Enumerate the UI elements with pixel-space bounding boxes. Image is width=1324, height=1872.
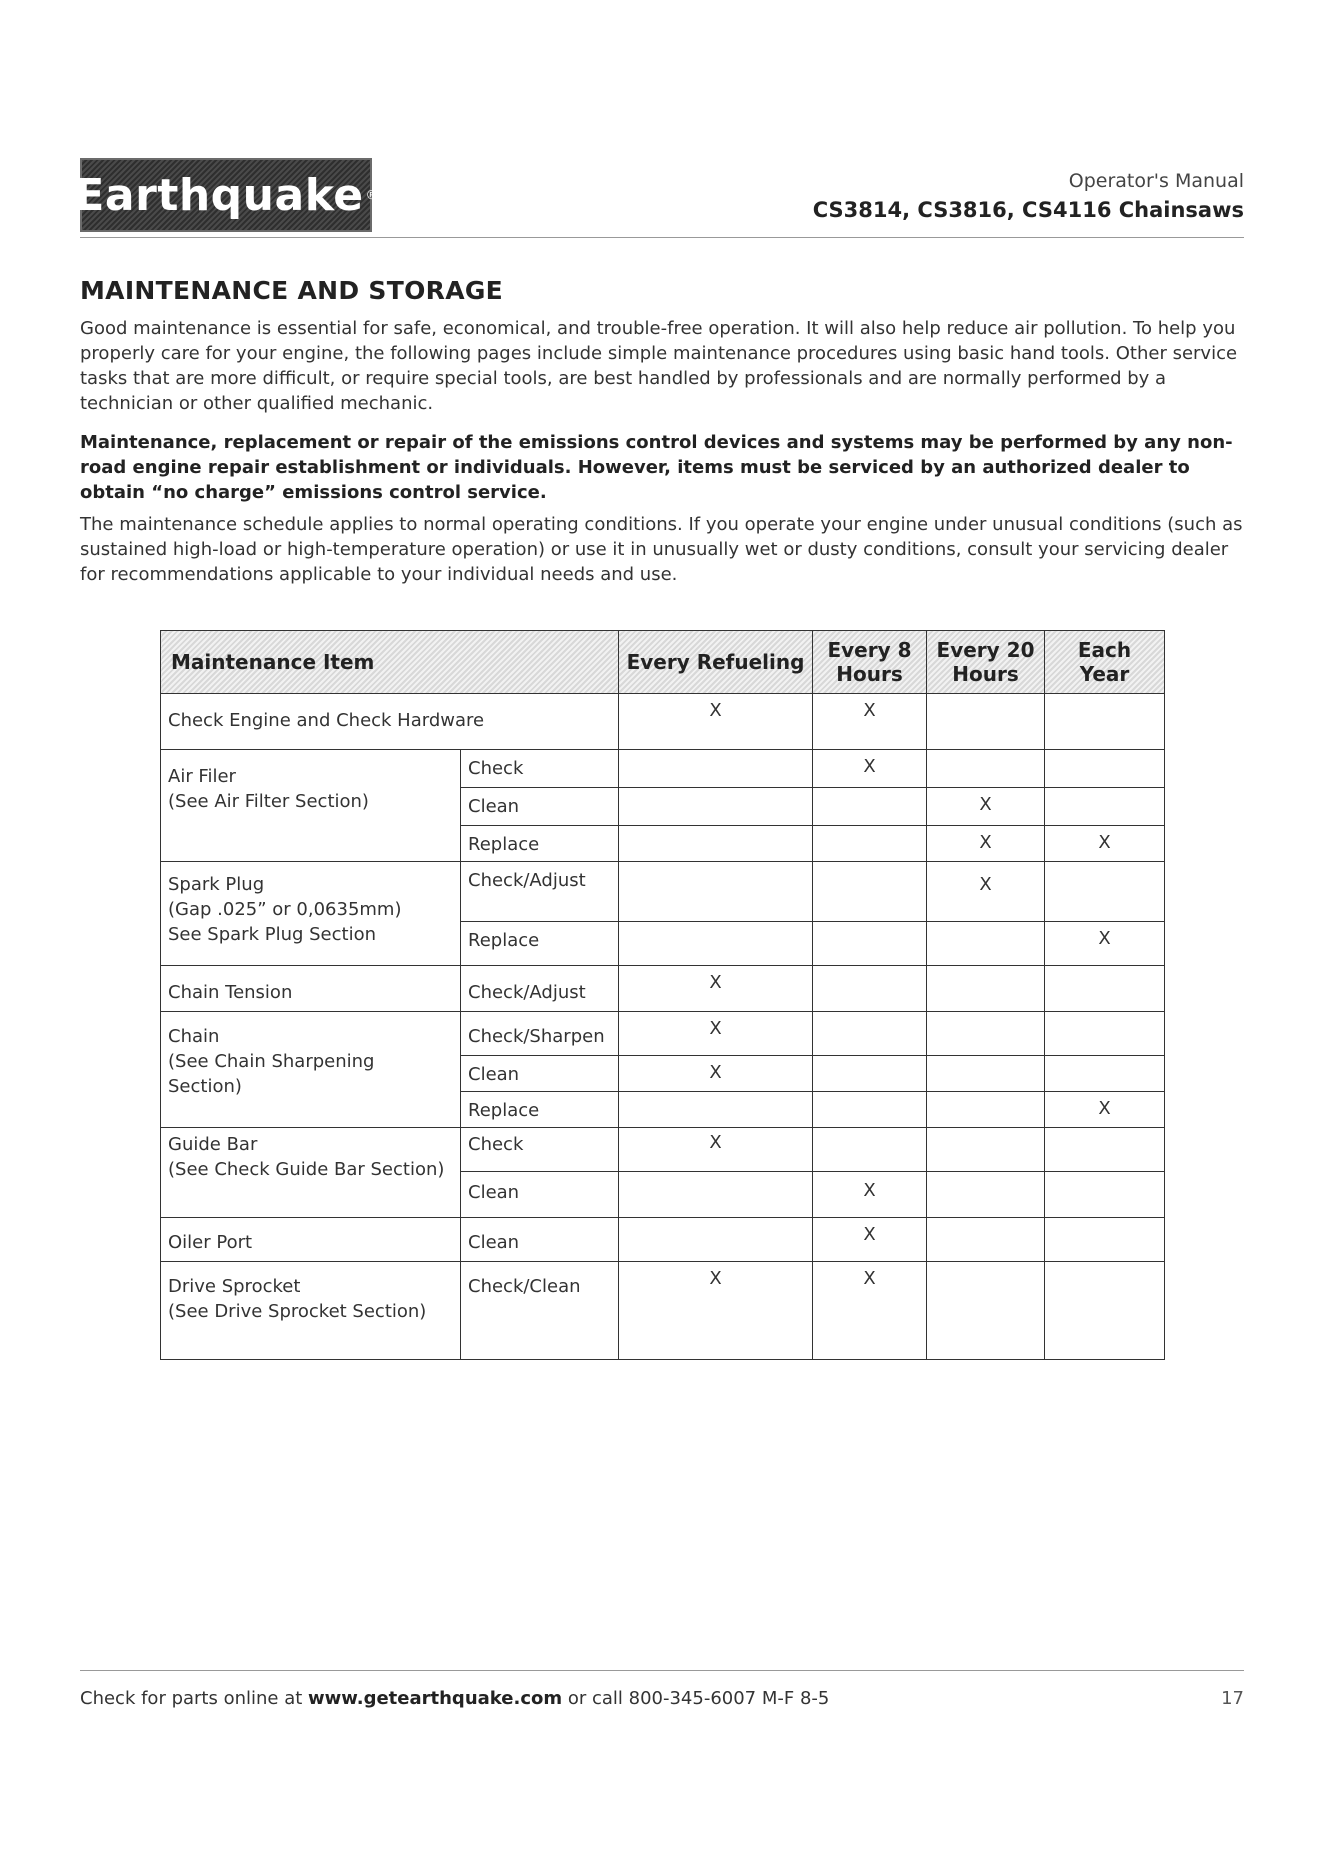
empty-cell [1045,694,1165,750]
empty-cell [1045,1262,1165,1360]
empty-cell [813,1056,927,1092]
table-row [161,694,1165,750]
mark-cell: X [813,694,927,750]
logo-text: Earthquake [74,169,364,221]
task-cell: Clean [461,1056,619,1092]
mark-cell: X [619,1056,813,1092]
empty-cell [619,826,813,862]
page-number: 17 [1221,1688,1244,1709]
task-cell: Check [461,1128,619,1172]
task-cell: Check/Sharpen [461,1012,619,1056]
mark-cell: X [927,788,1045,826]
empty-cell [1045,862,1165,922]
header-every-refueling: Every Refueling [619,631,813,694]
empty-cell [619,862,813,922]
empty-cell [813,966,927,1012]
task-cell: Clean [461,1172,619,1218]
maintenance-schedule-table [160,630,1164,1360]
empty-cell [927,1128,1045,1172]
table-row [161,1262,1165,1360]
task-cell: Check/Adjust [461,862,619,922]
schedule-paragraph: The maintenance schedule applies to normal operating conditions. If you operate your engine under unusual conditions (such as sustained high-load or high-temperature operation) or use it in unusually wet or dusty conditions, consult your servicing dealer for recommendations applicable to your individual needs and use. [80,514,1243,585]
empty-cell [1045,1128,1165,1172]
empty-cell [813,922,927,966]
earthquake-logo [74,158,378,232]
emissions-notice: Maintenance, replacement or repair of the emissions control devices and systems may be performed by any non-road engine repair establishment or individuals. However, items must be serviced by an authorized dealer to obtain “no charge” emissions control service. [80,432,1233,503]
empty-cell [813,788,927,826]
table-row [161,750,1165,788]
item-cell: Oiler Port [161,1218,461,1262]
empty-cell [619,788,813,826]
item-cell: Guide Bar (See Check Guide Bar Section) [161,1128,461,1218]
table-row [161,1012,1165,1056]
task-cell: Clean [461,788,619,826]
empty-cell [927,966,1045,1012]
empty-cell [813,1012,927,1056]
empty-cell [927,1056,1045,1092]
mark-cell: X [927,826,1045,862]
section-title: MAINTENANCE AND STORAGE [80,276,504,305]
manual-title: CS3814, CS3816, CS4116 Chainsaws [812,198,1244,222]
empty-cell [927,1262,1045,1360]
item-cell: Chain Tension [161,966,461,1012]
item-cell: Drive Sprocket (See Drive Sprocket Section) [161,1262,461,1360]
manual-subtitle: Operator's Manual [1068,170,1244,192]
mark-cell: X [619,1262,813,1360]
header-each-year: Each Year [1045,631,1165,694]
item-cell: Check Engine and Check Hardware [161,694,619,750]
mark-cell: X [813,750,927,788]
mark-cell: X [1045,826,1165,862]
task-cell: Check/Adjust [461,966,619,1012]
task-cell: Replace [461,826,619,862]
table-row [161,1128,1165,1172]
empty-cell [813,826,927,862]
task-cell: Check/Clean [461,1262,619,1360]
empty-cell [927,1092,1045,1128]
empty-cell [927,1218,1045,1262]
empty-cell [927,1012,1045,1056]
website-link[interactable]: www.getearthquake.com [308,1688,563,1709]
mark-cell: X [1045,1092,1165,1128]
empty-cell [619,922,813,966]
mark-cell: X [619,1012,813,1056]
empty-cell [1045,966,1165,1012]
empty-cell [619,750,813,788]
header-info [813,170,1244,222]
empty-cell [927,694,1045,750]
mark-cell: X [1045,922,1165,966]
empty-cell [619,1092,813,1128]
empty-cell [927,922,1045,966]
empty-cell [1045,788,1165,826]
task-cell: Replace [461,1092,619,1128]
table-header-row [161,631,1165,694]
empty-cell [927,1172,1045,1218]
task-cell: Check [461,750,619,788]
empty-cell [1045,750,1165,788]
empty-cell [813,862,927,922]
header-every-20-hours: Every 20 Hours [927,631,1045,694]
empty-cell [1045,1172,1165,1218]
empty-cell [927,750,1045,788]
mark-cell: X [619,694,813,750]
mark-cell: X [813,1218,927,1262]
mark-cell: X [619,1128,813,1172]
mark-cell: X [619,966,813,1012]
mark-cell: X [813,1262,927,1360]
mark-cell: X [813,1172,927,1218]
header-maintenance-item: Maintenance Item [161,631,619,694]
task-cell: Replace [461,922,619,966]
table-row [161,966,1165,1012]
footer-divider [80,1670,1244,1671]
empty-cell [1045,1012,1165,1056]
empty-cell [813,1092,927,1128]
empty-cell [619,1172,813,1218]
header-divider [80,237,1244,238]
item-cell: Spark Plug (Gap .025” or 0,0635mm) See Spark Plug Section [161,862,461,966]
item-cell: Chain (See Chain Sharpening Section) [161,1012,461,1128]
empty-cell [1045,1056,1165,1092]
intro-paragraph: Good maintenance is essential for safe, economical, and trouble-free operation. It will also help reduce air pollution. To help you properly care for your engine, the following pages include simple maintenance procedures using basic hand tools. Other service tasks that are more difficult, or require special tools, are best handled by professionals and are normally performed by a technician or other qualified mechanic. [80,318,1238,414]
mark-cell: X [927,862,1045,922]
footer-text: Check for parts online at www.getearthquake.com or call 800-345-6007 M-F 8-5 [80,1688,830,1709]
table-row [161,1218,1165,1262]
empty-cell [619,1218,813,1262]
empty-cell [1045,1218,1165,1262]
header-every-8-hours: Every 8 Hours [813,631,927,694]
registered-mark: ® [365,188,378,202]
item-cell: Air Filer (See Air Filter Section) [161,750,461,862]
table-row [161,862,1165,922]
empty-cell [813,1128,927,1172]
task-cell: Clean [461,1218,619,1262]
